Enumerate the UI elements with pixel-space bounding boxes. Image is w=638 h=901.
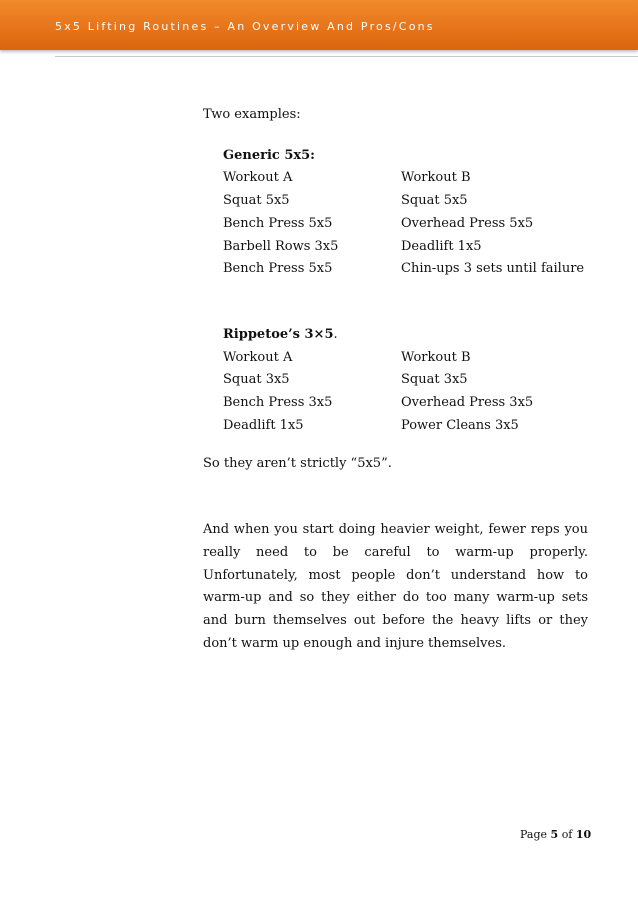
workout-row [223,415,588,438]
workout-row [223,236,588,259]
workout-a-cell: Workout A [223,349,293,365]
of-label: of [561,828,573,841]
workout-b-cell: Deadlift 1x5 [401,238,482,254]
paragraph-strictly: So they aren’t strictly “5x5”. [203,456,392,472]
workout-a-cell: Bench Press 3x5 [223,395,333,411]
workout-a-cell: Deadlift 1x5 [223,417,304,433]
workout-row [223,167,588,190]
page-content [203,104,588,655]
workout-b-cell: Chin-ups 3 sets until failure [401,261,585,277]
workout-b-cell: Workout B [401,349,471,365]
rippetoe-3x5-block [223,324,588,438]
workout-a-cell: Squat 3x5 [223,372,290,388]
workout-b-cell: Squat 5x5 [401,193,468,209]
generic-5x5-block [223,145,588,281]
workout-row [223,347,588,370]
workout-a-cell: Squat 5x5 [223,193,290,209]
workout-row [223,369,588,392]
generic-5x5-title: Generic 5x5: [223,147,315,163]
document-title: 5x5 Lifting Routines – An Overview And Pros/Cons [55,20,435,33]
rippetoe-3x5-title: Rippetoe’s 3×5 [223,326,334,342]
workout-row [223,258,588,281]
workout-b-cell: Workout B [401,170,471,186]
paragraph-warmup: And when you start doing heavier weight, fewer reps you really need to be careful to warm-up properly. Unfortunately, most people don’t understand how to warm-up and so they either do too many warm-up sets and burn themselves out before the heavy lifts or they don’t warm up enough and injure themselves. [203,522,588,651]
workout-row [223,392,588,415]
workout-row [223,213,588,236]
workout-b-cell: Power Cleans 3x5 [401,417,519,433]
page-total: 10 [575,828,592,841]
workout-a-cell: Bench Press 5x5 [223,215,333,231]
rippetoe-title-suffix: . [333,326,338,342]
header-divider [55,56,638,57]
workout-a-cell: Bench Press 5x5 [223,261,333,277]
workout-b-cell: Squat 3x5 [401,372,468,388]
page-label: Page [520,828,548,841]
workout-b-cell: Overhead Press 3x5 [401,395,534,411]
page-number [520,828,591,841]
workout-a-cell: Barbell Rows 3x5 [223,238,339,254]
page-current: 5 [550,828,559,841]
workout-b-cell: Overhead Press 5x5 [401,215,534,231]
rippetoe-title-line [223,324,588,347]
workout-row [223,190,588,213]
intro-text: Two examples: [203,107,301,122]
workout-a-cell: Workout A [223,170,293,186]
page-header [0,0,638,50]
